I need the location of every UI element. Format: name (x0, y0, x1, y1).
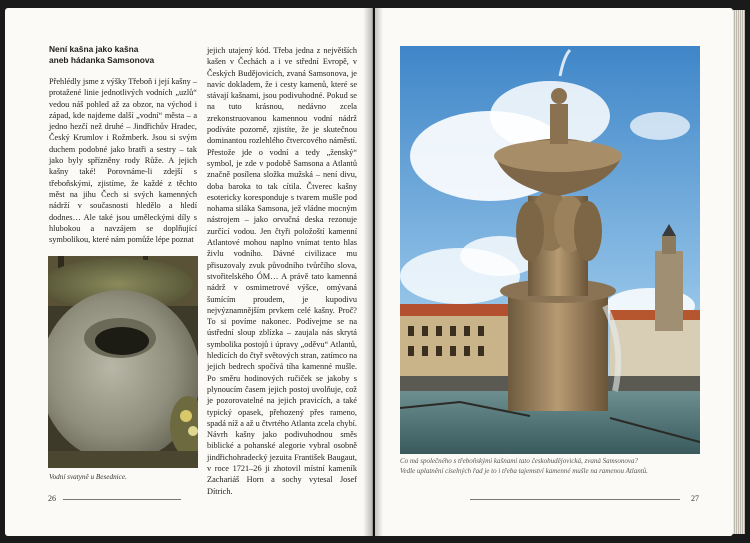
photo-caption-right (400, 457, 700, 476)
caption-line-2: Vedle uplatnění císelných řad je to i třeba tajemství kamenné mušle na ramenou Atlantů. (400, 466, 648, 475)
left-page (5, 8, 373, 536)
book-spread (5, 8, 740, 536)
left-column-2 (207, 45, 357, 497)
page-number-right: 27 (691, 494, 699, 503)
photo-stone-basin (48, 256, 198, 468)
page-edges (733, 10, 745, 534)
page-number-left: 26 (48, 494, 56, 503)
photo-samson-fountain (400, 46, 700, 454)
footer-rule-left (63, 499, 181, 500)
heading-line-2: aneb hádanka Samsonova (49, 54, 155, 65)
caption-line-1: Co má společného s třeboňskými kašnami tato českobudějovická, zvaná Samsonova? (400, 457, 638, 465)
body-text-col1: Přehlédly jsme z výšky Třeboň i její kašny – protažené linie jednotlivých vodních „uzlů“ vedou náš pohled až za obzor, na východ i západ, kde najdeme další „vodní“ města – a jedno hezčí než druhé – Jindřichův Hradec, Český Krumlov i Rožmberk. Jsou si svým duchem podobné jako bratři a sestry – tak jako byly spřízněny rody Růže. A jejich kašny také! Porovnáme-li zdejší s třeboňskými, zjistíme, že každé z těchto měst na jihu Čech si svých kamenných nádrží v současnosti hledělo a hledí dodnes… Ale také jsou uměleckými díly s hlubokou a navzájem se doplňující symbolikou, které nám pomůže lépe poznat (49, 77, 197, 245)
left-column-1 (49, 44, 197, 245)
body-text-col2: jejich utajený kód. Třeba jedna z největších kašen v Čechách a i ve střední Evropě, v Českých Budějovicích, zvaná Samsonova, je navíc dokladem, že i cesty kamenů, které se stávají kašnami, jsou podivuhodné. Pokud se na tuto krásnou, nedávno zcela zrekonstruovanou kamennou vodní nádrž podíváte pozorně, zjistíte, že je skutečnou dominantou rozlehlého čtvercového náměstí. Přestože jde o vodní a tedy „ženský“ symbol, je zde v podobě Samsona a Atlantů značně posílena složka mužská – není divu, doba baroka to tak cítila. Čtverec kašny esotericky koresponduje s tvarem mušle pod nohama siláka Samsona, jež vládne mocným nástrojem – jako orvučná deska rezonuje zurčící vodou. Jen čtyři položoští kamenní Atlantové mohou naplno vnímat tento hlas živlu vodního. Dávné civilizace mu přisuzovaly zvuk původního tvůrčího slova, stvořitelského ÓM… A právě tato kamenná nádrž v osmimetrové výšce, omývaná šumícím proudem, je kupodivu nejvýznamnějším prvkem celé kašny. Proč? To si povíme nakonec. Podívejme se na ústřední sloup zblízka – zaujala nás skrytá symbolika postojů i úpravy „oděvu“ Atlantů, hledících do čtyř světových stran, zatímco na jejich bedrech spočívá tíha kamenné mušle. Po směru hodinových ručiček se jakoby s plynoucím časem jejich postoj uvolňuje, což je pozorovatelné na jejich pravicích, a také typický opasek, přehozený přes rameno, spadá níž a až u čtvrtého Atlanta zcela chybí. Návrh kašny jako podivuhodnou směs biblické a pohanské alegorie vybral osobně jindřichohradecký jezuita František Baugaut, v roce 1721–26 ji zhotovil místní kameník Zachariáš Horn a sochy vytesal Josef Dítrich. (207, 46, 357, 496)
right-page (375, 8, 733, 536)
stone-basin-image (48, 256, 198, 468)
photo-caption-left: Vodní svatyně u Besednice. (49, 473, 127, 481)
footer-rule-right (470, 499, 680, 500)
book-gutter (363, 8, 383, 536)
heading-line-1: Není kašna jako kašna (49, 44, 139, 54)
samson-fountain-image (400, 46, 700, 454)
chapter-heading (49, 44, 197, 65)
